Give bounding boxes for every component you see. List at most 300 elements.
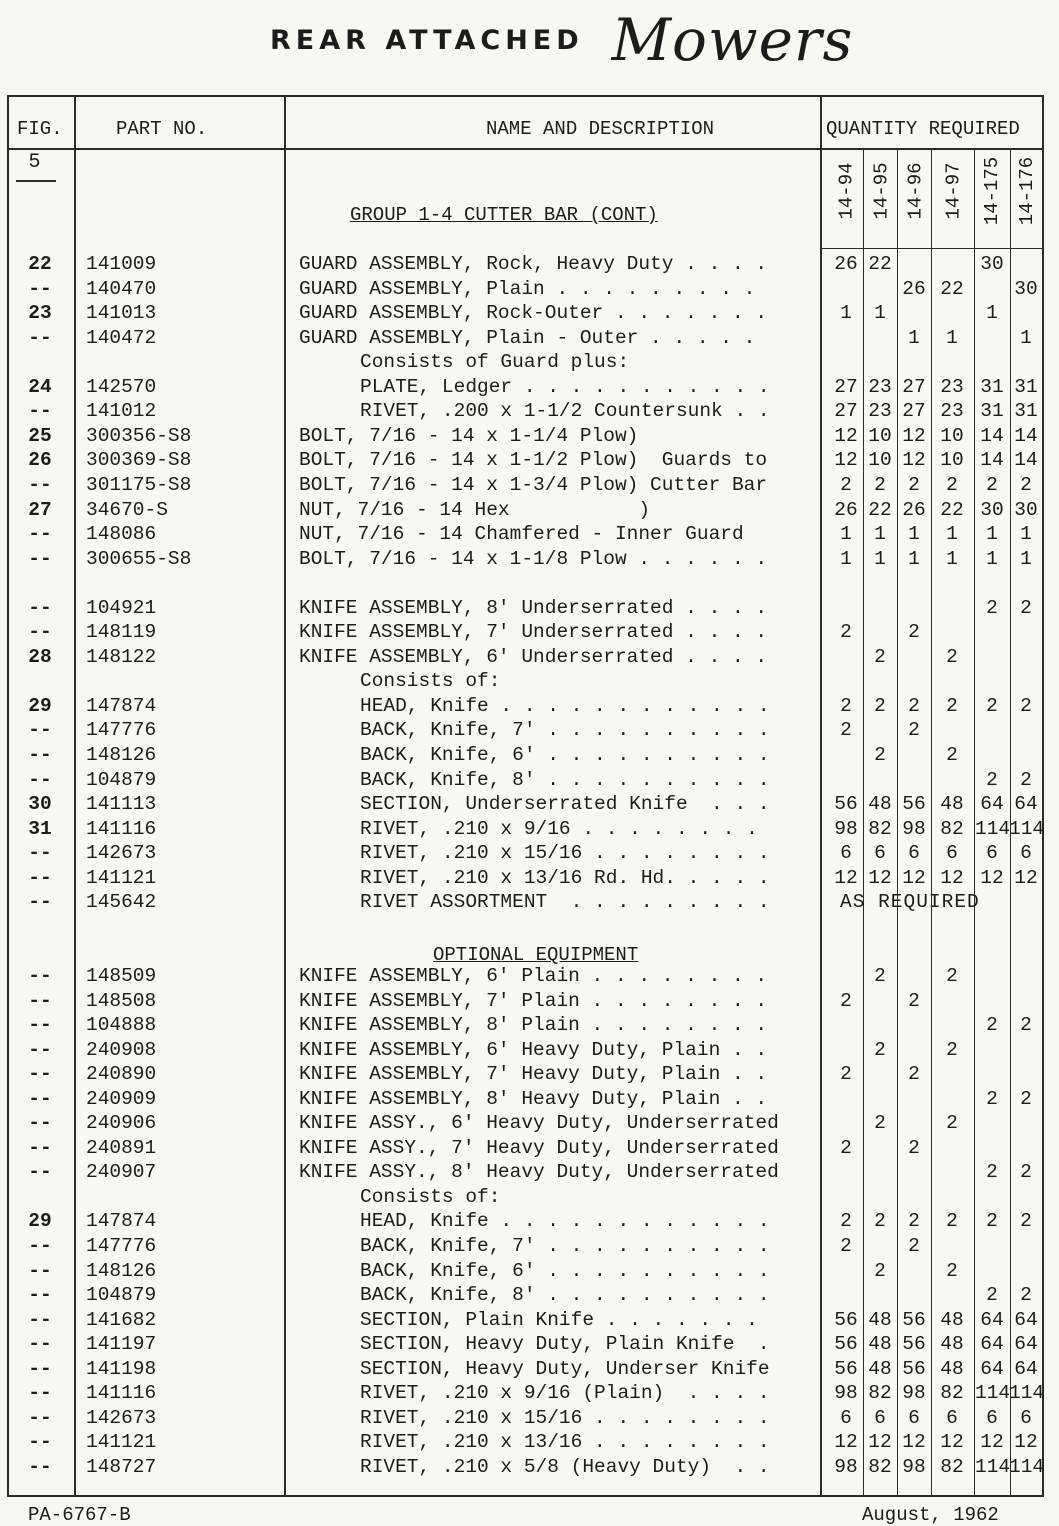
quantity-cell: 2 — [908, 1235, 920, 1257]
quantity-cell: 10 — [940, 424, 964, 447]
table-row — [0, 1039, 1059, 1063]
quantity-cell: 30 — [1014, 277, 1038, 300]
part-number-cell: 34670-S — [86, 498, 168, 521]
table-row — [0, 1382, 1059, 1406]
description-cell: RIVET, .210 x 15/16 . . . . . . . . — [360, 842, 770, 865]
quantity-cell: 2 — [874, 473, 886, 496]
quantity-cell: 23 — [940, 375, 964, 398]
table-row — [0, 1014, 1059, 1038]
quantity-cell: 6 — [986, 842, 998, 865]
quantity-cell: 98 — [902, 817, 926, 840]
part-number-cell: 140470 — [86, 277, 157, 300]
quantity-cell: 26 — [902, 498, 926, 521]
quantity-cell: 31 — [980, 375, 1004, 398]
quantity-cell: 2 — [874, 645, 886, 668]
quantity-cell: 56 — [834, 793, 858, 816]
description-cell: BACK, Knife, 6' . . . . . . . . . . — [360, 1259, 770, 1282]
model-label: 14-95 — [870, 162, 893, 220]
table-row — [0, 646, 1059, 670]
quantity-cell: 2 — [840, 719, 852, 742]
quantity-cell: 2 — [874, 1210, 886, 1233]
quantity-cell: 2 — [1020, 596, 1032, 619]
quantity-cell: 27 — [902, 375, 926, 398]
quantity-cell: 2 — [1020, 768, 1032, 791]
description-cell: KNIFE ASSY., 8' Heavy Duty, Underserrated — [299, 1161, 779, 1184]
fig-cell: -- — [28, 1333, 52, 1356]
quantity-cell: 2 — [1020, 1210, 1032, 1233]
quantity-cell: 98 — [834, 1382, 858, 1405]
model-header-4 — [936, 150, 970, 232]
quantity-cell: 22 — [940, 277, 964, 300]
description-cell: NUT, 7/16 - 14 Hex ) — [299, 498, 651, 521]
quantity-cell: 23 — [940, 400, 964, 423]
quantity-cell: 82 — [940, 1455, 964, 1478]
quantity-cell: 27 — [834, 375, 858, 398]
title-text: REAR ATTACHED — [270, 24, 584, 56]
description-cell: SECTION, Heavy Duty, Plain Knife . — [360, 1333, 770, 1356]
quantity-cell: 22 — [868, 498, 892, 521]
quantity-cell: 12 — [902, 866, 926, 889]
quantity-cell: 12 — [940, 866, 964, 889]
quantity-cell: 2 — [946, 645, 958, 668]
quantity-cell: 2 — [874, 1112, 886, 1135]
part-number-cell: 140472 — [86, 326, 157, 349]
description-cell: BOLT, 7/16 - 14 x 1-3/4 Plow) Cutter Bar — [299, 473, 768, 496]
part-number-cell: 240891 — [86, 1136, 157, 1159]
table-row — [0, 449, 1059, 473]
quantity-cell: 2 — [874, 964, 886, 987]
fig-cell: -- — [28, 744, 52, 766]
part-number-cell: 141012 — [86, 400, 157, 423]
quantity-cell: 30 — [1014, 498, 1038, 521]
quantity-cell: 2 — [946, 1112, 958, 1135]
table-row — [0, 425, 1059, 449]
description-cell: BACK, Knife, 7' . . . . . . . . . . — [360, 719, 770, 742]
quantity-cell: 31 — [980, 400, 1004, 423]
quantity-cell: 2 — [1020, 1161, 1032, 1184]
quantity-cell: 6 — [1020, 842, 1032, 865]
quantity-cell: 6 — [946, 842, 958, 865]
table-row — [0, 1407, 1059, 1431]
description-cell: HEAD, Knife . . . . . . . . . . . . — [360, 1210, 770, 1233]
quantity-cell: 1 — [874, 523, 886, 546]
table-row — [0, 1137, 1059, 1161]
part-number-cell: 141116 — [86, 1382, 157, 1405]
quantity-cell: 12 — [1014, 1431, 1038, 1454]
fig-cell: -- — [28, 866, 52, 889]
title-script: Mowers — [611, 6, 854, 74]
quantity-cell: 2 — [874, 1038, 886, 1061]
part-number-cell: 141198 — [86, 1357, 157, 1380]
table-row — [0, 278, 1059, 302]
description-cell: RIVET, .210 x 13/16 . . . . . . . . — [360, 1431, 770, 1454]
part-number-cell: 148126 — [86, 744, 157, 766]
quantity-cell: 2 — [908, 621, 920, 644]
quantity-cell: 22 — [868, 253, 892, 275]
quantity-cell: 2 — [946, 964, 958, 987]
quantity-cell: 82 — [868, 817, 892, 840]
quantity-cell: 2 — [840, 1235, 852, 1257]
page-title — [270, 6, 853, 74]
quantity-cell: 6 — [1020, 1406, 1032, 1429]
table-row — [0, 548, 1059, 572]
quantity-cell: 82 — [940, 817, 964, 840]
group-title-optional-equipment: OPTIONAL EQUIPMENT — [433, 944, 639, 966]
fig-cell: -- — [28, 1284, 52, 1307]
quantity-cell: 2 — [874, 694, 886, 717]
quantity-cell: 12 — [834, 866, 858, 889]
quantity-cell: 64 — [1014, 793, 1038, 816]
quantity-cell: 48 — [868, 1333, 892, 1356]
part-number-cell: 104921 — [86, 596, 157, 619]
part-number-cell: 300356-S8 — [86, 424, 192, 447]
fig-cell: -- — [28, 1382, 52, 1405]
part-number-cell: 301175-S8 — [86, 473, 192, 496]
table-row — [0, 351, 1059, 375]
quantity-cell: 2 — [874, 1259, 886, 1282]
table-row — [0, 621, 1059, 645]
quantity-cell: 26 — [834, 498, 858, 521]
part-number-cell: 148727 — [86, 1455, 157, 1478]
quantity-cell: 114 — [975, 1382, 1011, 1405]
quantity-cell: 2 — [986, 596, 998, 619]
table-row — [0, 793, 1059, 817]
model-label: 14-96 — [904, 162, 927, 220]
quantity-cell: 1 — [946, 523, 958, 546]
quantity-cell: 6 — [908, 842, 920, 865]
quantity-cell: 12 — [902, 1431, 926, 1454]
quantity-cell: 6 — [874, 1406, 886, 1429]
quantity-cell: 98 — [834, 1455, 858, 1478]
fig-cell: -- — [28, 326, 52, 349]
quantity-cell: 12 — [980, 1431, 1004, 1454]
fig-cell: 25 — [28, 424, 52, 447]
fig-cell: 31 — [28, 817, 52, 840]
fig-cell: 26 — [28, 449, 52, 472]
part-number-cell: 300655-S8 — [86, 547, 192, 570]
fig-cell: 24 — [28, 375, 52, 398]
quantity-cell: 2 — [908, 1210, 920, 1233]
description-cell: RIVET, .210 x 9/16 . . . . . . . . — [360, 817, 758, 840]
fig-cell: -- — [28, 989, 52, 1012]
quantity-cell: 12 — [834, 449, 858, 472]
quantity-cell: 2 — [840, 473, 852, 496]
quantity-cell: 64 — [1014, 1308, 1038, 1331]
quantity-cell: 2 — [986, 694, 998, 717]
fig-cell: -- — [28, 523, 52, 546]
description-cell: GUARD ASSEMBLY, Rock, Heavy Duty . . . . — [299, 253, 768, 275]
part-number-cell: 148086 — [86, 523, 157, 546]
model-label: 14-176 — [1016, 156, 1039, 226]
col-header-quantity-required: QUANTITY REQUIRED — [826, 118, 1020, 140]
fig-cell: -- — [28, 1455, 52, 1478]
fig-cell: -- — [28, 1087, 52, 1110]
description-cell: KNIFE ASSY., 6' Heavy Duty, Underserrated — [299, 1112, 779, 1135]
table-row — [0, 1333, 1059, 1357]
fig-cell: -- — [28, 891, 52, 914]
quantity-cell: 56 — [834, 1308, 858, 1331]
quantity-cell: 2 — [908, 473, 920, 496]
quantity-cell: 31 — [1014, 400, 1038, 423]
part-number-cell: 141116 — [86, 817, 157, 840]
part-number-cell: 240890 — [86, 1063, 157, 1086]
quantity-cell: 114 — [1009, 1455, 1045, 1478]
table-row — [0, 1456, 1059, 1480]
table-row — [0, 376, 1059, 400]
quantity-cell: 1 — [946, 326, 958, 349]
quantity-cell: 56 — [834, 1333, 858, 1356]
fig-cell: -- — [28, 1112, 52, 1135]
quantity-cell: 2 — [840, 1210, 852, 1233]
fig-cell: -- — [28, 1063, 52, 1086]
description-cell: KNIFE ASSEMBLY, 8' Plain . . . . . . . . — [299, 1014, 768, 1037]
description-cell: NUT, 7/16 - 14 Chamfered - Inner Guard — [299, 523, 744, 546]
part-number-cell: 104888 — [86, 1014, 157, 1037]
description-cell: KNIFE ASSEMBLY, 6' Underserrated . . . . — [299, 645, 768, 668]
quantity-cell: 56 — [902, 1333, 926, 1356]
table-row — [0, 1309, 1059, 1333]
quantity-cell: 2 — [908, 1136, 920, 1159]
quantity-cell: 2 — [946, 1210, 958, 1233]
table-row — [0, 842, 1059, 866]
quantity-cell: 64 — [980, 1357, 1004, 1380]
description-cell: BOLT, 7/16 - 14 x 1-1/8 Plow . . . . . . — [299, 547, 768, 570]
fig-cell: -- — [28, 1259, 52, 1282]
description-cell: GUARD ASSEMBLY, Plain - Outer . . . . . — [299, 326, 756, 349]
table-row — [0, 990, 1059, 1014]
description-cell: RIVET, .210 x 5/8 (Heavy Duty) . . — [360, 1455, 770, 1478]
description-cell: Consists of: — [360, 670, 501, 693]
fig-cell: -- — [28, 473, 52, 496]
fig-cell: -- — [28, 768, 52, 791]
description-cell: KNIFE ASSEMBLY, 8' Underserrated . . . . — [299, 596, 768, 619]
table-row — [0, 965, 1059, 989]
part-number-cell: 145642 — [86, 891, 157, 914]
model-header-1 — [829, 150, 863, 232]
part-number-cell: 141113 — [86, 793, 157, 816]
part-number-cell: 148508 — [86, 989, 157, 1012]
quantity-cell: 82 — [868, 1455, 892, 1478]
model-label: 14-94 — [835, 162, 858, 220]
quantity-cell: 12 — [868, 1431, 892, 1454]
quantity-cell: 12 — [834, 424, 858, 447]
quantity-cell: 10 — [868, 449, 892, 472]
fig-cell: -- — [28, 1136, 52, 1159]
fig-cell: -- — [28, 1014, 52, 1037]
quantity-cell: 14 — [980, 424, 1004, 447]
quantity-cell: 56 — [902, 1308, 926, 1331]
description-cell: RIVET, .210 x 13/16 Rd. Hd. . . . . — [360, 866, 770, 889]
quantity-cell: 6 — [874, 842, 886, 865]
part-number-cell: 147776 — [86, 1235, 157, 1257]
quantity-cell: 2 — [946, 744, 958, 766]
quantity-cell: 12 — [834, 1431, 858, 1454]
quantity-cell: 56 — [834, 1357, 858, 1380]
model-header-5 — [975, 150, 1009, 232]
quantity-cell: 12 — [902, 449, 926, 472]
part-number-cell: 240908 — [86, 1038, 157, 1061]
description-cell: RIVET ASSORTMENT . . . . . . . . . — [360, 891, 770, 914]
quantity-cell: 2 — [840, 621, 852, 644]
fig-cell: -- — [28, 277, 52, 300]
footer-document-number: PA-6767-B — [28, 1504, 131, 1526]
description-cell: PLATE, Ledger . . . . . . . . . . . — [360, 375, 770, 398]
quantity-cell: 2 — [840, 989, 852, 1012]
part-number-cell: 148122 — [86, 645, 157, 668]
description-cell: RIVET, .210 x 15/16 . . . . . . . . — [360, 1406, 770, 1429]
quantity-cell: 2 — [908, 989, 920, 1012]
quantity-cell: 2 — [1020, 1014, 1032, 1037]
model-header-3 — [898, 150, 932, 232]
part-number-cell: 104879 — [86, 1284, 157, 1307]
fig-cell: 28 — [28, 645, 52, 668]
part-number-cell: 104879 — [86, 768, 157, 791]
fig-cell: -- — [28, 719, 52, 742]
description-cell: KNIFE ASSEMBLY, 7' Underserrated . . . . — [299, 621, 768, 644]
part-number-cell: 147874 — [86, 694, 157, 717]
quantity-cell: 12 — [1014, 866, 1038, 889]
table-row — [0, 1284, 1059, 1308]
quantity-cell: 6 — [840, 842, 852, 865]
quantity-cell: 1 — [986, 523, 998, 546]
quantity-cell: 2 — [1020, 1284, 1032, 1307]
fig-cell: -- — [28, 1038, 52, 1061]
quantity-cell: 1 — [840, 547, 852, 570]
col-header-name-description: NAME AND DESCRIPTION — [486, 118, 715, 140]
description-cell: KNIFE ASSEMBLY, 8' Heavy Duty, Plain . . — [299, 1087, 768, 1110]
description-cell: RIVET, .200 x 1-1/2 Countersunk . . — [360, 400, 770, 423]
quantity-cell: 2 — [1020, 1087, 1032, 1110]
part-number-cell: 141121 — [86, 866, 157, 889]
table-bottom-border — [7, 1495, 1044, 1497]
col-header-fig: FIG. — [17, 118, 63, 140]
quantity-cell: 27 — [902, 400, 926, 423]
description-cell: RIVET, .210 x 9/16 (Plain) . . . . — [360, 1382, 770, 1405]
table-row — [0, 1112, 1059, 1136]
quantity-cell: 12 — [980, 866, 1004, 889]
part-number-cell: 142673 — [86, 842, 157, 865]
quantity-cell: 114 — [1009, 1382, 1045, 1405]
quantity-cell: 48 — [940, 1308, 964, 1331]
part-number-cell: 240907 — [86, 1161, 157, 1184]
quantity-cell: 2 — [1020, 694, 1032, 717]
fig-cell: -- — [28, 1431, 52, 1454]
description-cell: BACK, Knife, 8' . . . . . . . . . . — [360, 1284, 770, 1307]
quantity-cell: 1 — [908, 547, 920, 570]
quantity-cell: 2 — [946, 1038, 958, 1061]
table-row — [0, 719, 1059, 743]
fig-cell: -- — [28, 1161, 52, 1184]
part-number-cell: 147776 — [86, 719, 157, 742]
table-row — [0, 302, 1059, 326]
quantity-cell: 14 — [980, 449, 1004, 472]
quantity-cell: 2 — [986, 1087, 998, 1110]
quantity-cell: 30 — [980, 253, 1004, 275]
table-row — [0, 818, 1059, 842]
quantity-cell: 48 — [940, 1333, 964, 1356]
part-number-cell: 147874 — [86, 1210, 157, 1233]
quantity-cell: 23 — [868, 375, 892, 398]
quantity-cell: 2 — [1020, 473, 1032, 496]
quantity-cell: 10 — [940, 449, 964, 472]
part-number-cell: 141009 — [86, 253, 157, 275]
part-number-cell: 148119 — [86, 621, 157, 644]
group-title-cutter-bar: GROUP 1-4 CUTTER BAR (CONT) — [350, 204, 658, 226]
model-label: 14-97 — [942, 162, 965, 220]
quantity-cell: 6 — [946, 1406, 958, 1429]
description-cell: BACK, Knife, 6' . . . . . . . . . . — [360, 744, 770, 766]
part-number-cell: 141197 — [86, 1333, 157, 1356]
part-number-cell: 142570 — [86, 375, 157, 398]
quantity-cell: 48 — [940, 793, 964, 816]
quantity-cell: 114 — [975, 817, 1011, 840]
fig-cell: -- — [28, 842, 52, 865]
part-number-cell: 240909 — [86, 1087, 157, 1110]
part-number-cell: 141682 — [86, 1308, 157, 1331]
part-number-cell: 148509 — [86, 964, 157, 987]
quantity-cell: 64 — [1014, 1357, 1038, 1380]
fig-cell: 23 — [28, 302, 52, 325]
table-row — [0, 1088, 1059, 1112]
quantity-cell: 2 — [986, 1284, 998, 1307]
fig-cell: -- — [28, 964, 52, 987]
quantity-cell: 98 — [834, 817, 858, 840]
quantity-cell: 10 — [868, 424, 892, 447]
quantity-cell: 1 — [986, 547, 998, 570]
quantity-cell: 48 — [868, 793, 892, 816]
quantity-cell: 2 — [874, 744, 886, 766]
part-number-cell: 240906 — [86, 1112, 157, 1135]
fig-cell: -- — [28, 400, 52, 423]
table-row — [0, 1063, 1059, 1087]
quantity-cell: 2 — [946, 694, 958, 717]
col-header-part-no: PART NO. — [116, 118, 208, 140]
quantity-cell: 26 — [834, 253, 858, 275]
footer-date: August, 1962 — [862, 1504, 999, 1526]
model-header-2 — [864, 150, 898, 232]
quantity-cell: 31 — [1014, 375, 1038, 398]
quantity-cell: 27 — [834, 400, 858, 423]
fig-cell: -- — [28, 621, 52, 644]
table-row — [0, 867, 1059, 891]
description-cell: KNIFE ASSEMBLY, 6' Heavy Duty, Plain . . — [299, 1038, 768, 1061]
quantity-cell: 48 — [940, 1357, 964, 1380]
quantity-cell: 12 — [902, 424, 926, 447]
quantity-cell: 2 — [986, 1014, 998, 1037]
description-cell: Consists of Guard plus: — [360, 351, 630, 374]
fig-cell: -- — [28, 1308, 52, 1331]
table-row — [0, 499, 1059, 523]
description-cell: GUARD ASSEMBLY, Rock-Outer . . . . . . . — [299, 302, 768, 325]
model-header-divider — [822, 248, 1042, 249]
quantity-note: AS REQUIRED — [840, 891, 980, 914]
quantity-cell: 2 — [986, 1161, 998, 1184]
table-row — [0, 474, 1059, 498]
quantity-cell: 6 — [840, 1406, 852, 1429]
quantity-cell: 64 — [1014, 1333, 1038, 1356]
part-number-cell: 141121 — [86, 1431, 157, 1454]
figure-number: 5 — [28, 151, 41, 174]
fig-cell: 27 — [28, 498, 52, 521]
fig-cell: 29 — [28, 1210, 52, 1233]
description-cell: SECTION, Heavy Duty, Underser Knife — [360, 1357, 770, 1380]
fig-cell: -- — [28, 547, 52, 570]
description-cell: KNIFE ASSEMBLY, 7' Plain . . . . . . . . — [299, 989, 768, 1012]
description-cell: KNIFE ASSEMBLY, 7' Heavy Duty, Plain . . — [299, 1063, 768, 1086]
quantity-cell: 48 — [868, 1357, 892, 1380]
table-row — [0, 1358, 1059, 1382]
quantity-cell: 2 — [946, 473, 958, 496]
